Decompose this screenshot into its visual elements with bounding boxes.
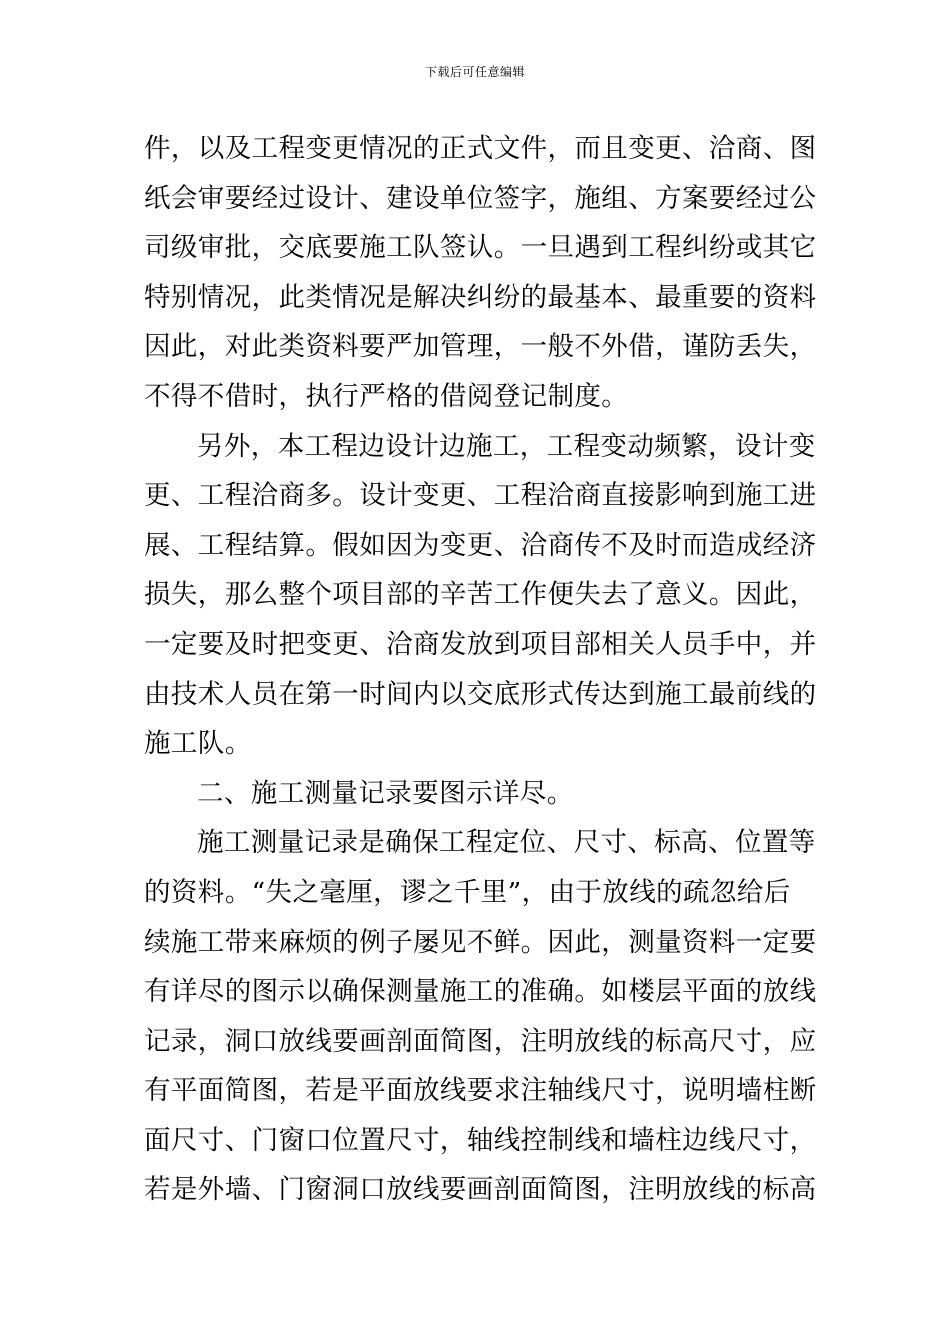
body-line: 司级审批，交底要施工队签认。一旦遇到工程纠纷或其它	[144, 232, 817, 264]
body-line: 由技术人员在第一时间内以交底形式传达到施工最前线的	[144, 678, 817, 710]
body-line: 若是外墙、门窗洞口放线要画剖面简图，注明放线的标高	[144, 1174, 817, 1206]
body-line: 一定要及时把变更、洽商发放到项目部相关人员手中，并	[144, 628, 817, 660]
body-line: 特别情况，此类情况是解决纠纷的最基本、最重要的资料	[144, 281, 817, 313]
body-line: 的资料。“失之毫厘，谬之千里”，由于放线的疏忽给后	[144, 876, 791, 908]
body-line: 更、工程洽商多。设计变更、工程洽商直接影响到施工进	[144, 480, 817, 512]
body-line: 有平面简图，若是平面放线要求注轴线尺寸，说明墙柱断	[144, 1075, 817, 1107]
body-line: 不得不借时，执行严格的借阅登记制度。	[144, 380, 629, 412]
body-line: 因此，对此类资料要严加管理，一般不外借，谨防丢失，	[144, 331, 817, 363]
body-line: 续施工带来麻烦的例子屡见不鲜。因此，测量资料一定要	[144, 926, 817, 958]
body-line: 有详尽的图示以确保测量施工的准确。如楼层平面的放线	[144, 976, 817, 1008]
body-line: 记录，洞口放线要画剖面简图，注明放线的标高尺寸，应	[144, 1025, 817, 1057]
body-line: 展、工程结算。假如因为变更、洽商传不及时而造成经济	[144, 529, 817, 561]
section-heading: 二、施工测量记录要图示详尽。	[197, 777, 574, 809]
body-line: 施工队。	[144, 728, 252, 760]
paragraph-start-line: 另外，本工程边设计边施工，工程变动频繁，设计变	[197, 430, 816, 462]
document-body	[144, 124, 817, 1215]
body-line: 件，以及工程变更情况的正式文件，而且变更、洽商、图	[144, 133, 817, 164]
body-line: 纸会审要经过设计、建设单位签字，施组、方案要经过公	[144, 182, 817, 214]
body-line: 损失，那么整个项目部的辛苦工作便失去了意义。因此，	[144, 579, 817, 611]
body-line: 面尺寸、门窗口位置尺寸，轴线控制线和墙柱边线尺寸，	[144, 1124, 817, 1156]
page-header-note: 下载后可任意编辑	[424, 65, 525, 79]
paragraph-start-line: 施工测量记录是确保工程定位、尺寸、标高、位置等	[197, 827, 816, 859]
